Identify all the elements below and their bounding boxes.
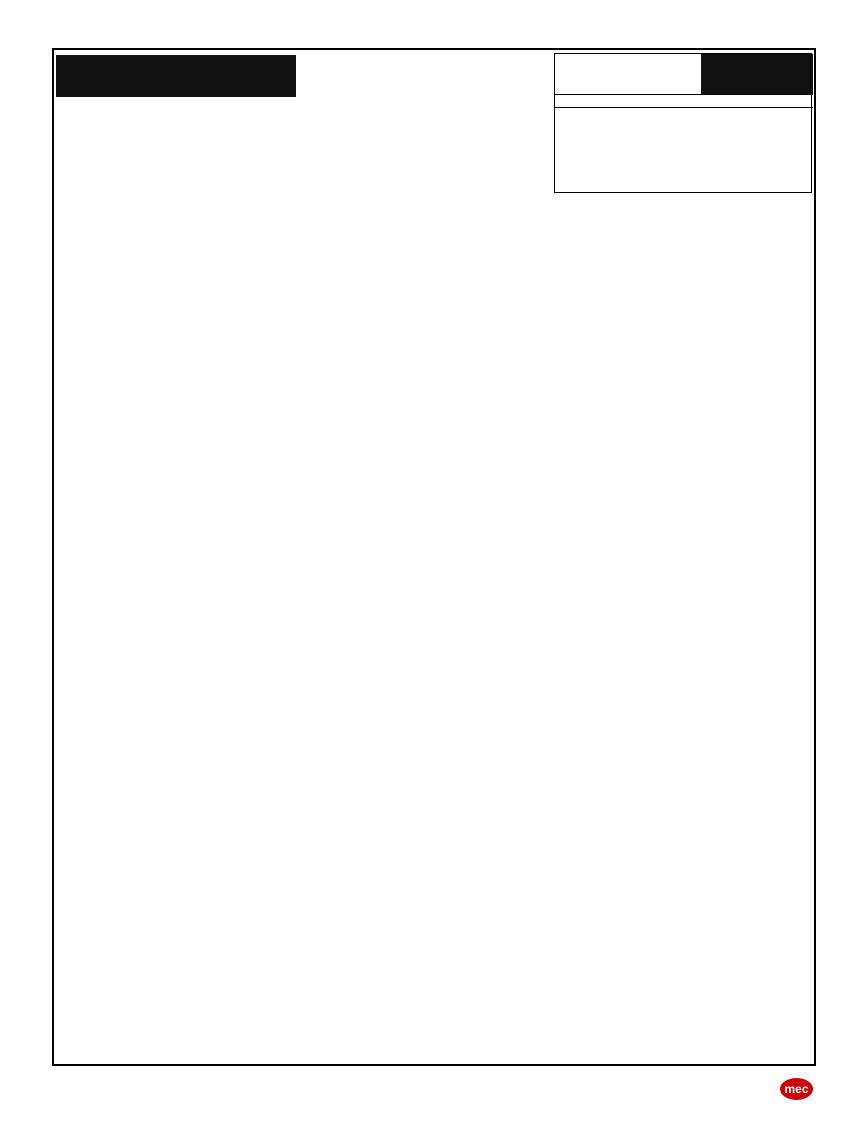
model-badge (701, 54, 813, 94)
legend-header (555, 94, 813, 108)
mec-logo-footer: mec (780, 1078, 813, 1100)
ezcal-legend (554, 53, 812, 193)
page-title (56, 55, 296, 97)
